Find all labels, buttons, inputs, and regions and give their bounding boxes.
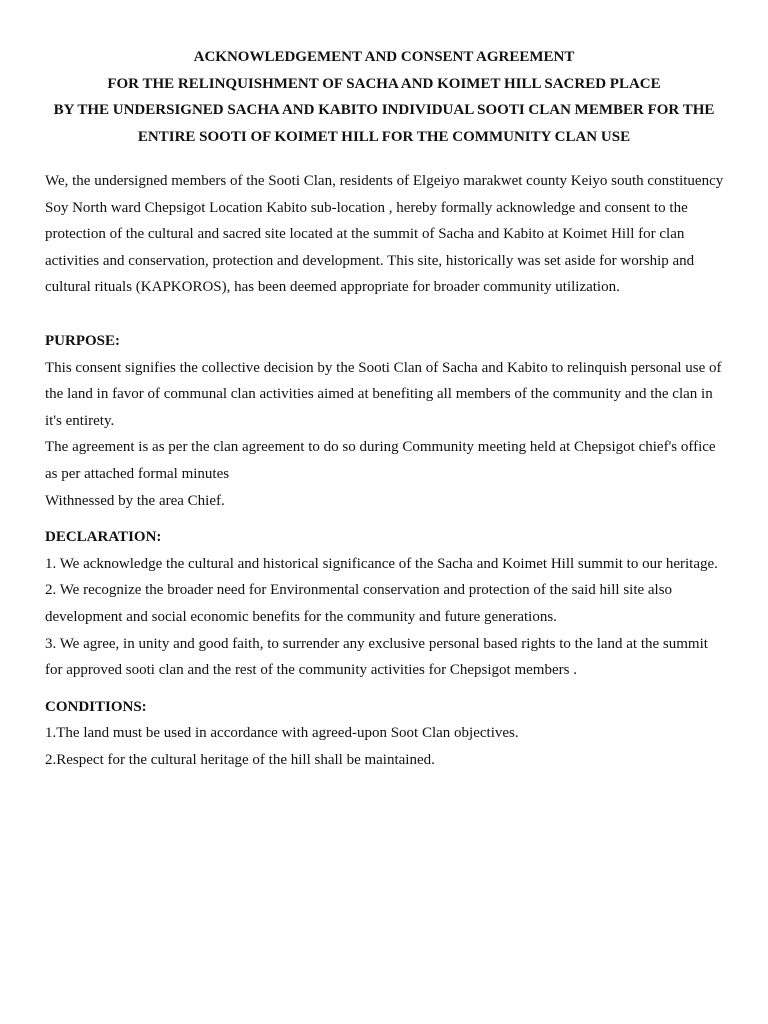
purpose-paragraph-3: Withnessed by the area Chief. bbox=[45, 492, 225, 509]
purpose-heading: PURPOSE: bbox=[45, 332, 120, 349]
declaration-section bbox=[45, 524, 725, 684]
document-body bbox=[45, 168, 725, 773]
conditions-section bbox=[45, 694, 725, 774]
conditions-item-2: 2.Respect for the cultural heritage of the hill shall be maintained. bbox=[45, 751, 435, 768]
conditions-item-1: 1.The land must be used in accordance with agreed-upon Soot Clan objectives. bbox=[45, 725, 519, 742]
declaration-item-3: 3. We agree, in unity and good faith, to surrender any exclusive personal based rights to the land at the summit for approved sooti clan and the rest of the community activities for Chepsigot members . bbox=[45, 635, 708, 679]
spacer bbox=[45, 301, 725, 328]
title-line-2: FOR THE RELINQUISHMENT OF SACHA AND KOIMET HILL SACRED PLACE bbox=[107, 75, 661, 92]
declaration-heading: DECLARATION: bbox=[45, 529, 162, 546]
document-title bbox=[40, 44, 728, 150]
title-line-1: ACKNOWLEDGEMENT AND CONSENT AGREEMENT bbox=[193, 49, 575, 65]
title-line-3: BY THE UNDERSIGNED SACHA AND KABITO INDIVIDUAL SOOTI CLAN MEMBER FOR THE bbox=[53, 102, 715, 118]
declaration-item-2: 2. We recognize the broader need for Environmental conservation and protection of the said hill site also development and social economic benefits for the community and future generations. bbox=[45, 582, 673, 625]
purpose-section bbox=[45, 328, 725, 514]
intro-paragraph: We, the undersigned members of the Sooti Clan, residents of Elgeiyo marakwet county Keiyo south constituency Soy North ward Chepsigot Location Kabito sub-location , hereby formally acknowledge and consent to the protection of the cultural and sacred site located at the summit of Sacha and Kabito at Koimet Hill for clan activities and conservation, protection and development. This site, historically was set aside for worship and cultural rituals (KAPKOROS), has been deemed appropriate for broader community utilization. bbox=[45, 173, 724, 296]
spacer bbox=[45, 684, 725, 694]
conditions-heading: CONDITIONS: bbox=[45, 698, 147, 715]
purpose-paragraph-2: The agreement is as per the clan agreement to do so during Community meeting held at Chepsigot chief's office as per attached formal minutes bbox=[45, 439, 716, 482]
declaration-item-1: 1. We acknowledge the cultural and historical significance of the Sacha and Koimet Hill summit to our heritage. bbox=[45, 555, 718, 572]
title-line-4: ENTIRE SOOTI OF KOIMET HILL FOR THE COMMUNITY CLAN USE bbox=[137, 128, 631, 145]
spacer bbox=[45, 514, 725, 524]
purpose-paragraph-1: This consent signifies the collective decision by the Sooti Clan of Sacha and Kabito to relinquish personal use of the land in favor of communal clan activities aimed at benefiting all members of the community and the clan in it's entirety. bbox=[45, 359, 722, 429]
